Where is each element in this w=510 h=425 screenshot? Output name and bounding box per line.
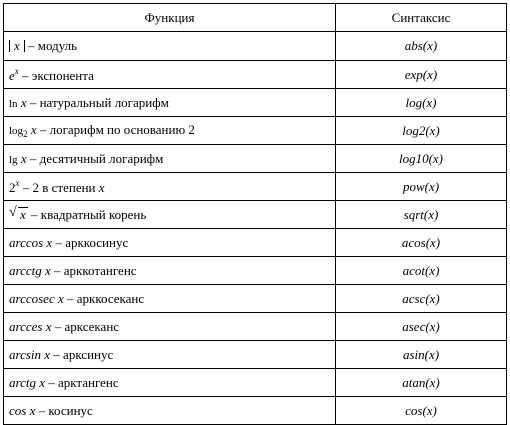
function-desc: – арксеканс (51, 318, 120, 334)
syntax-cell: acot(x) (336, 257, 507, 285)
table-row (4, 61, 507, 89)
power-exponent: x (15, 177, 20, 188)
function-cell (4, 145, 336, 173)
function-cell (4, 257, 336, 285)
function-cell (4, 61, 336, 89)
function-desc: – 2 в степени (19, 179, 99, 195)
function-argument: x (30, 122, 37, 137)
function-cell (4, 201, 336, 229)
header-row (4, 4, 507, 32)
syntax-cell: sqrt(x) (336, 201, 507, 229)
table-row (4, 229, 507, 257)
function-expression: arccos x (9, 234, 53, 250)
function-desc: – арккосеканс (63, 290, 145, 306)
function-name: log (9, 125, 24, 137)
syntax-cell: exp(x) (336, 61, 507, 89)
syntax-cell: acsc(x) (336, 285, 507, 313)
functions-table (3, 3, 507, 425)
function-desc: – логарифм по основанию 2 (36, 122, 195, 137)
function-expression: arcces x (9, 318, 52, 334)
table-row (4, 145, 507, 173)
function-desc: – натуральный логарифм (26, 94, 169, 110)
table-row (4, 257, 507, 285)
function-cell (4, 117, 336, 145)
abs-expression: x (9, 40, 25, 52)
function-expression: arctg x (9, 374, 45, 390)
sqrt-argument: x (20, 206, 26, 222)
syntax-cell: log2(x) (336, 117, 507, 145)
power-base: e (9, 67, 15, 83)
function-desc: – косинус (35, 402, 93, 418)
power-exponent: x (14, 65, 19, 76)
function-desc: – экспонента (18, 67, 94, 83)
table-row (4, 397, 507, 425)
table-row (4, 117, 507, 145)
table-row (4, 201, 507, 229)
table-row (4, 32, 507, 61)
function-desc: – арккотангенс (50, 262, 137, 278)
function-desc: – арксинус (50, 346, 114, 362)
function-desc: – десятичный логарифм (26, 150, 164, 166)
syntax-cell: cos(x) (336, 397, 507, 425)
function-expression: arcctg x (9, 262, 51, 278)
syntax-cell: pow(x) (336, 173, 507, 201)
sqrt-expression (9, 204, 28, 223)
syntax-cell: acos(x) (336, 229, 507, 257)
function-argument: x (20, 94, 27, 110)
function-desc-variable: x (98, 179, 105, 195)
function-desc: – квадратный корень (27, 206, 147, 222)
function-cell (4, 313, 336, 341)
syntax-cell: abs(x) (336, 32, 507, 61)
function-cell (4, 89, 336, 117)
function-cell (4, 229, 336, 257)
log-base: 2 (23, 129, 28, 139)
syntax-cell: log(x) (336, 89, 507, 117)
table-row (4, 173, 507, 201)
radical-icon: √ (9, 204, 17, 220)
function-expression: arcsin x (9, 346, 51, 362)
table-row (4, 89, 507, 117)
function-cell (4, 173, 336, 201)
function-cell (4, 285, 336, 313)
function-desc: – арккосинус (52, 234, 129, 250)
function-name: ln (9, 97, 18, 110)
function-cell (4, 397, 336, 425)
function-argument: x (20, 150, 27, 166)
header-syntax: Синтаксис (336, 4, 507, 32)
syntax-cell: asec(x) (336, 313, 507, 341)
table-row (4, 313, 507, 341)
function-name: lg (9, 153, 18, 166)
table-row (4, 341, 507, 369)
function-expression: cos x (9, 402, 36, 418)
syntax-cell: log10(x) (336, 145, 507, 173)
syntax-cell: asin(x) (336, 341, 507, 369)
function-expression: arccosec x (9, 290, 64, 306)
function-cell (4, 341, 336, 369)
function-desc: – арктангенс (44, 374, 119, 390)
function-desc: – модуль (24, 38, 78, 53)
table-row (4, 369, 507, 397)
header-function: Функция (4, 4, 336, 32)
power-base: 2 (9, 179, 16, 195)
function-cell (4, 32, 336, 61)
table-row (4, 285, 507, 313)
function-cell (4, 369, 336, 397)
syntax-cell: atan(x) (336, 369, 507, 397)
